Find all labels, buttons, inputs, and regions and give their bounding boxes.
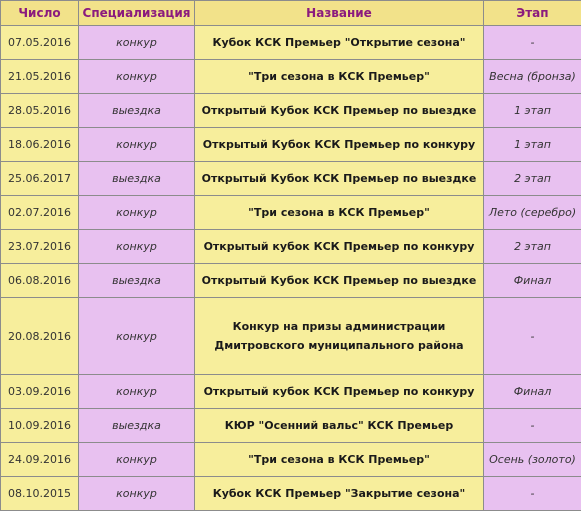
- cell-specialization: конкур: [79, 375, 195, 409]
- cell-date: 06.08.2016: [1, 264, 79, 298]
- table-row: [1, 264, 581, 298]
- cell-specialization: конкур: [79, 230, 195, 264]
- cell-stage: Финал: [484, 375, 581, 409]
- cell-date: 20.08.2016: [1, 298, 79, 375]
- cell-name-line-1: Конкур на призы администрации: [232, 320, 446, 333]
- cell-stage: 1 этап: [484, 128, 581, 162]
- cell-specialization: конкур: [79, 26, 195, 60]
- cell-date: 24.09.2016: [1, 443, 79, 477]
- cell-date: 03.09.2016: [1, 375, 79, 409]
- cell-name: [195, 298, 484, 375]
- cell-date: 25.06.2017: [1, 162, 79, 196]
- header-stage: Этап: [484, 1, 581, 26]
- cell-date: 10.09.2016: [1, 409, 79, 443]
- cell-name: Кубок КСК Премьер "Открытие сезона": [195, 26, 484, 60]
- cell-date: 23.07.2016: [1, 230, 79, 264]
- header-row: [1, 1, 581, 26]
- cell-stage: Финал: [484, 264, 581, 298]
- table-row: [1, 443, 581, 477]
- cell-date: 18.06.2016: [1, 128, 79, 162]
- cell-specialization: конкур: [79, 298, 195, 375]
- cell-name: "Три сезона в КСК Премьер": [195, 443, 484, 477]
- table-row: [1, 26, 581, 60]
- cell-name: "Три сезона в КСК Премьер": [195, 196, 484, 230]
- cell-name: "Три сезона в КСК Премьер": [195, 60, 484, 94]
- cell-name: Открытый кубок КСК Премьер по конкуру: [195, 230, 484, 264]
- cell-date: 02.07.2016: [1, 196, 79, 230]
- cell-stage: -: [484, 477, 581, 511]
- cell-specialization: выездка: [79, 264, 195, 298]
- cell-date: 07.05.2016: [1, 26, 79, 60]
- cell-name: Открытый Кубок КСК Премьер по выездке: [195, 264, 484, 298]
- table-row: [1, 298, 581, 375]
- cell-name: Открытый Кубок КСК Премьер по выездке: [195, 162, 484, 196]
- cell-date: 21.05.2016: [1, 60, 79, 94]
- cell-specialization: конкур: [79, 443, 195, 477]
- cell-specialization: выездка: [79, 162, 195, 196]
- cell-name: Открытый Кубок КСК Премьер по выездке: [195, 94, 484, 128]
- table-row: [1, 409, 581, 443]
- header-specialization: Специализация: [79, 1, 195, 26]
- cell-date: 28.05.2016: [1, 94, 79, 128]
- cell-specialization: конкур: [79, 60, 195, 94]
- cell-stage: Лето (серебро): [484, 196, 581, 230]
- cell-specialization: выездка: [79, 409, 195, 443]
- cell-date: 08.10.2015: [1, 477, 79, 511]
- table-row: [1, 162, 581, 196]
- cell-stage: -: [484, 298, 581, 375]
- cell-name: Открытый кубок КСК Премьер по конкуру: [195, 375, 484, 409]
- cell-stage: 2 этап: [484, 162, 581, 196]
- header-name: Название: [195, 1, 484, 26]
- table-row: [1, 128, 581, 162]
- cell-specialization: выездка: [79, 94, 195, 128]
- cell-specialization: конкур: [79, 477, 195, 511]
- cell-name: КЮР "Осенний вальс" КСК Премьер: [195, 409, 484, 443]
- cell-specialization: конкур: [79, 128, 195, 162]
- cell-stage: Осень (золото): [484, 443, 581, 477]
- cell-name: Открытый Кубок КСК Премьер по конкуру: [195, 128, 484, 162]
- cell-stage: -: [484, 409, 581, 443]
- table-row: [1, 94, 581, 128]
- cell-specialization: конкур: [79, 196, 195, 230]
- table-row: [1, 477, 581, 511]
- cell-name: Кубок КСК Премьер "Закрытие сезона": [195, 477, 484, 511]
- cell-stage: -: [484, 26, 581, 60]
- table-row: [1, 196, 581, 230]
- cell-name-line-2: Дмитровского муниципального района: [214, 339, 464, 352]
- table-row: [1, 230, 581, 264]
- table-row: [1, 375, 581, 409]
- cell-stage: 2 этап: [484, 230, 581, 264]
- cell-stage: Весна (бронза): [484, 60, 581, 94]
- cell-stage: 1 этап: [484, 94, 581, 128]
- header-date: Число: [1, 1, 79, 26]
- table-row: [1, 60, 581, 94]
